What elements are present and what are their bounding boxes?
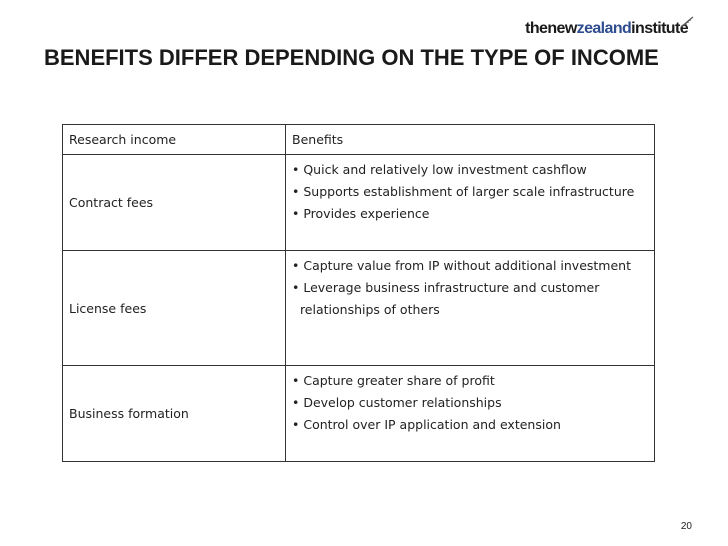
logo-institute: institute	[631, 20, 688, 37]
logo	[525, 20, 688, 38]
benefits-cell	[286, 155, 655, 251]
logo-zealand: zealand	[576, 20, 632, 37]
benefit-item: • Capture greater share of profit	[292, 373, 495, 388]
table-row	[63, 251, 655, 366]
benefit-item: • Quick and relatively low investment cashflow	[292, 162, 587, 177]
benefit-item: relationships of others	[292, 302, 440, 317]
benefits-cell	[286, 251, 655, 366]
fern-icon	[680, 16, 694, 28]
income-cell: Business formation	[63, 366, 286, 462]
table-row	[63, 155, 655, 251]
income-cell: Contract fees	[63, 155, 286, 251]
benefit-item: • Supports establishment of larger scale infrastructure	[292, 184, 635, 199]
income-cell: License fees	[63, 251, 286, 366]
logo-the: thenew	[525, 20, 577, 37]
table-row	[63, 366, 655, 462]
benefits-cell	[286, 366, 655, 462]
page-title: BENEFITS DIFFER DEPENDING ON THE TYPE OF INCOME	[44, 45, 659, 70]
page-number: 20	[680, 521, 692, 532]
benefit-item: • Develop customer relationships	[292, 395, 502, 410]
benefits-table	[62, 124, 655, 462]
benefit-item: • Leverage business infrastructure and customer	[292, 280, 600, 295]
benefit-item: • Capture value from IP without additional investment	[292, 258, 632, 273]
table-header-row	[63, 125, 655, 155]
benefit-item: • Control over IP application and extension	[292, 417, 561, 432]
benefit-item: • Provides experience	[292, 206, 430, 221]
header-research-income: Research income	[63, 125, 286, 155]
header-benefits: Benefits	[286, 125, 655, 155]
